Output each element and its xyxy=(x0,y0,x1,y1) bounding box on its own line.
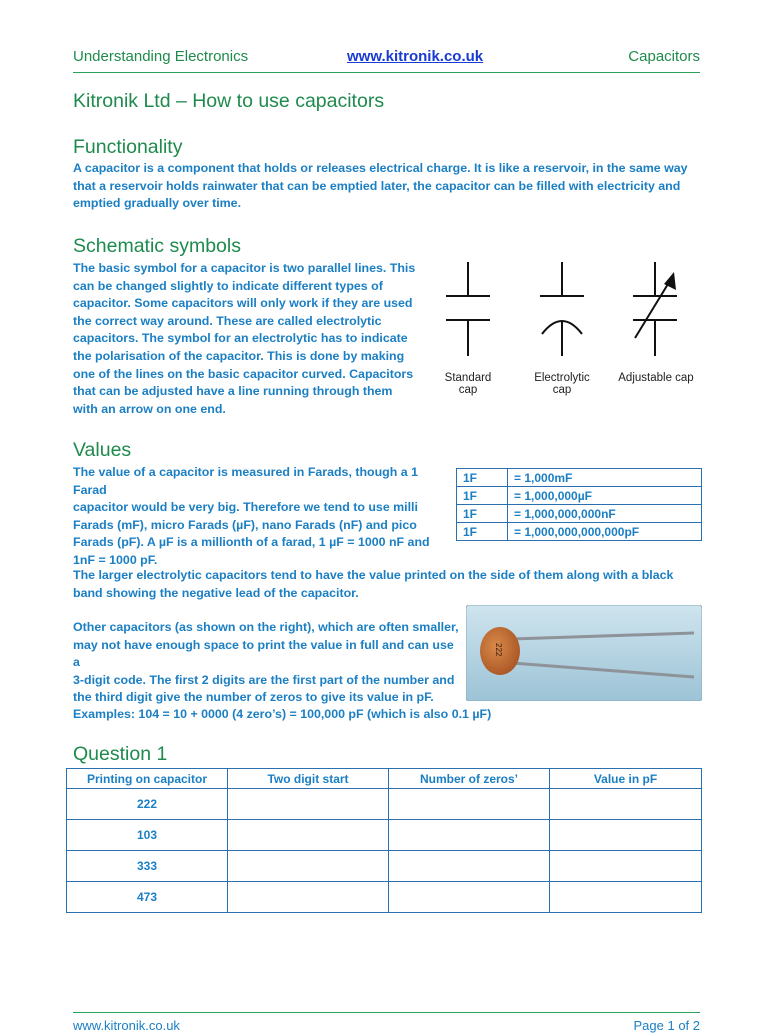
text-line: A capacitor is a component that holds or releases electrical charge. It is like a reservoir, in the same way xyxy=(73,161,688,175)
adjustable-cap-label: Adjustable cap xyxy=(618,372,694,384)
header-left: Understanding Electronics xyxy=(73,48,249,65)
answer-cell[interactable] xyxy=(389,851,550,882)
text-line: 1nF = 1000 pF. xyxy=(73,552,158,567)
page-title: Kitronik Ltd – How to use capacitors xyxy=(73,90,385,112)
page-number: Page 1 of 2 xyxy=(633,1018,700,1033)
answer-cell[interactable] xyxy=(228,851,389,882)
text-line: The value of a capacitor is measured in Farads, though a 1 Farad xyxy=(73,465,418,497)
text-line: with an arrow on one end. xyxy=(73,401,226,416)
schematic-heading: Schematic symbols xyxy=(73,235,241,257)
unit-conversion-table xyxy=(456,468,702,541)
text-line: Farads (mF), micro Farads (µF), nano Farads (nF) and pico xyxy=(73,517,417,532)
answer-cell[interactable] xyxy=(550,789,702,820)
text-line: The larger electrolytic capacitors tend to have the value printed on the side of them along with a black xyxy=(73,568,674,582)
table-row xyxy=(67,789,702,820)
table-cell: 1F xyxy=(457,487,508,505)
text-line: one of the lines on the basic capacitor curved. Capacitors xyxy=(73,366,414,381)
standard-cap-symbol xyxy=(446,262,490,356)
header-rule xyxy=(73,72,700,73)
text-line: capacitors. The symbol for an electrolytic has to indicate xyxy=(73,331,408,346)
answer-cell[interactable] xyxy=(389,789,550,820)
text-line: the third digit give the number of zeros to give its value in pF. xyxy=(73,690,434,705)
values-text xyxy=(73,464,443,570)
table-row xyxy=(457,523,702,541)
functionality-heading: Functionality xyxy=(73,136,183,158)
ceramic-paragraph xyxy=(73,619,463,707)
electrolytic-paragraph xyxy=(73,567,713,602)
column-header: Number of zeros’ xyxy=(389,769,550,789)
table-cell: = 1,000,000,000,000pF xyxy=(508,523,702,541)
table-row xyxy=(457,487,702,505)
table-row xyxy=(67,882,702,913)
table-cell: 103 xyxy=(67,820,228,851)
question1-table xyxy=(66,768,702,913)
answer-cell[interactable] xyxy=(550,882,702,913)
text-line: capacitor. Some capacitors will only work if they are used xyxy=(73,296,413,311)
answer-cell[interactable] xyxy=(228,789,389,820)
electrolytic-cap-symbol xyxy=(540,262,584,356)
question1-heading: Question 1 xyxy=(73,743,168,765)
examples-line: Examples: 104 = 10 + 0000 (4 zero’s) = 100,000 pF (which is also 0.1 µF) xyxy=(73,707,492,721)
answer-cell[interactable] xyxy=(550,851,702,882)
table-row xyxy=(457,505,702,523)
text-line: band showing the negative lead of the capacitor. xyxy=(73,585,359,600)
table-cell: = 1,000,000,000nF xyxy=(508,505,702,523)
header-link[interactable]: www.kitronik.co.uk xyxy=(347,48,484,65)
capacitor-symbols-diagram xyxy=(430,258,720,368)
schematic-text xyxy=(73,260,418,418)
table-cell: 222 xyxy=(67,789,228,820)
text-line: Other capacitors (as shown on the right), which are often smaller, xyxy=(73,620,459,634)
text-line: that can be adjusted have a line running through them xyxy=(73,384,393,399)
table-row xyxy=(67,851,702,882)
table-cell: = 1,000,000µF xyxy=(508,487,702,505)
text-line: that a reservoir holds rainwater that can be emptied later, the capacitor can be filled with electricity and xyxy=(73,178,681,193)
text-line: Farads (pF). A µF is a millionth of a farad, 1 µF = 1000 nF and xyxy=(73,535,430,550)
electrolytic-cap-label: Electrolytic cap xyxy=(534,372,590,396)
answer-cell[interactable] xyxy=(389,820,550,851)
table-row xyxy=(457,469,702,487)
standard-cap-label: Standard cap xyxy=(444,372,492,396)
table-cell: 1F xyxy=(457,505,508,523)
column-header: Printing on capacitor xyxy=(67,769,228,789)
answer-cell[interactable] xyxy=(389,882,550,913)
capacitor-marking: 222 xyxy=(494,643,503,657)
text-line: can be changed slightly to indicate different types of xyxy=(73,278,383,293)
answer-cell[interactable] xyxy=(228,820,389,851)
table-row xyxy=(67,820,702,851)
text-line: may not have enough space to print the value in full and can use a xyxy=(73,637,454,670)
text-line: emptied gradually over time. xyxy=(73,196,242,211)
answer-cell[interactable] xyxy=(550,820,702,851)
header-right: Capacitors xyxy=(628,48,700,65)
adjustable-cap-symbol xyxy=(633,262,677,356)
column-header: Value in pF xyxy=(550,769,702,789)
column-header: Two digit start xyxy=(228,769,389,789)
text-line: The basic symbol for a capacitor is two parallel lines. This xyxy=(73,261,416,275)
table-cell: 1F xyxy=(457,469,508,487)
table-header-row xyxy=(67,769,702,789)
table-cell: = 1,000mF xyxy=(508,469,702,487)
table-cell: 1F xyxy=(457,523,508,541)
footer-rule xyxy=(73,1012,700,1013)
footer-link[interactable]: www.kitronik.co.uk xyxy=(73,1018,180,1033)
values-heading: Values xyxy=(73,439,132,461)
answer-cell[interactable] xyxy=(228,882,389,913)
table-cell: 473 xyxy=(67,882,228,913)
table-cell: 333 xyxy=(67,851,228,882)
text-line: capacitor would be very big. Therefore we tend to use milli xyxy=(73,500,418,515)
ceramic-capacitor-photo xyxy=(466,605,702,701)
text-line: 3-digit code. The first 2 digits are the first part of the number and xyxy=(73,672,455,687)
text-line: the polarisation of the capacitor. This is done by making xyxy=(73,348,405,363)
functionality-text xyxy=(73,160,713,213)
text-line: the correct way around. These are called electrolytic xyxy=(73,313,382,328)
